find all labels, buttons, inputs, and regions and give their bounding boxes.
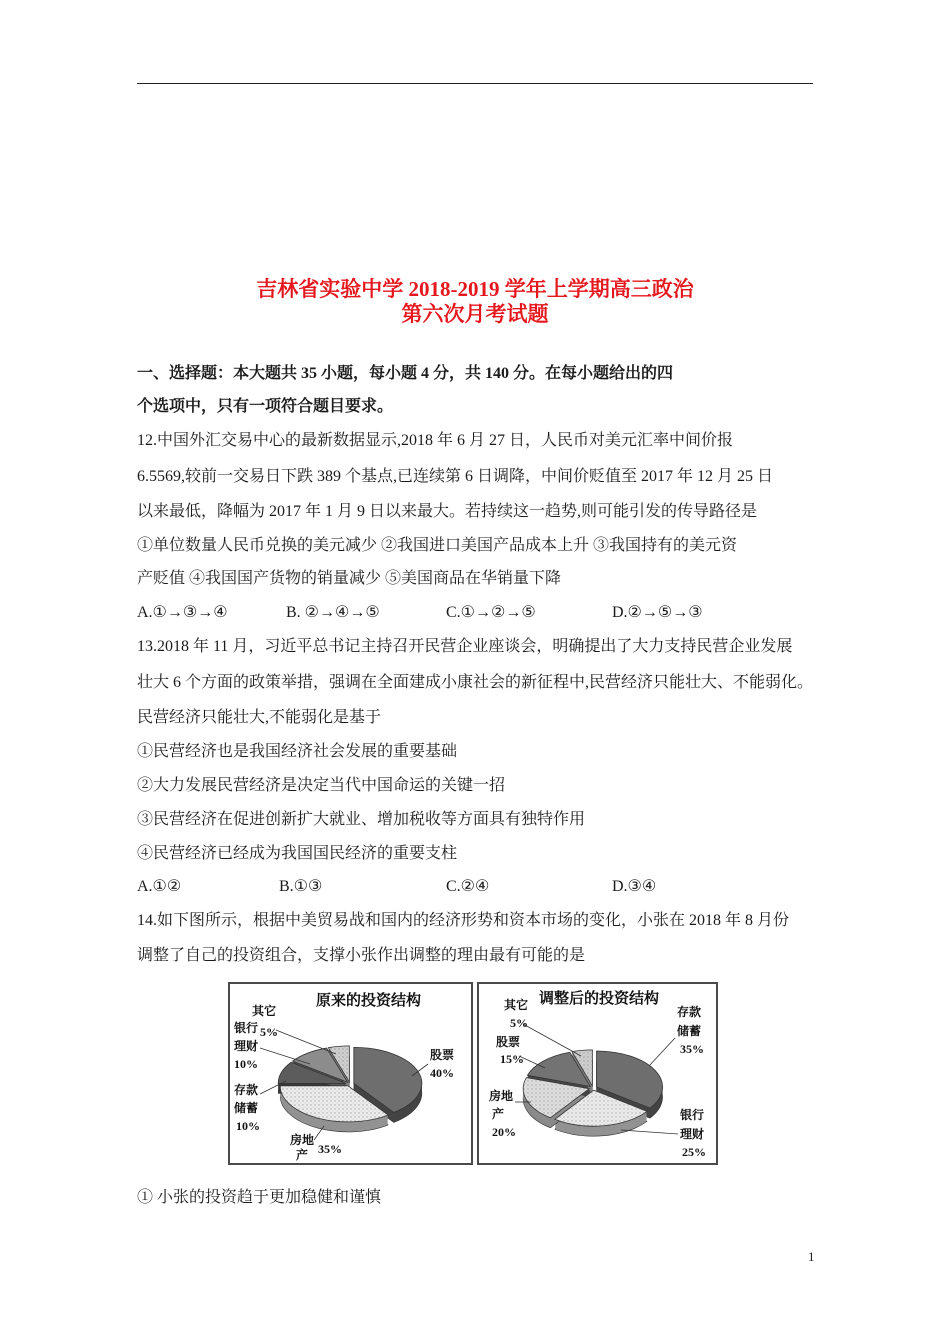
slice-value-label: 10% [234, 1057, 258, 1071]
slice-label: 理财 [680, 1127, 705, 1141]
slice-value-label: 20% [492, 1125, 516, 1139]
slice-value-label: 35% [680, 1042, 704, 1056]
slice-label: 其它 [252, 1004, 277, 1018]
pie-title: 原来的投资结构 [316, 993, 422, 1009]
q12-option-c: C.①→②→⑤ [446, 604, 536, 621]
slice-label: 存款 [677, 1005, 702, 1019]
section-heading-line2: 个选项中，只有一项符合题目要求。 [137, 398, 394, 415]
slice-label: 产 [296, 1148, 309, 1162]
pie-layer [523, 1050, 662, 1136]
page-number: 1 [808, 1249, 815, 1264]
leader-line [523, 1024, 581, 1056]
q12-stem-line: 产贬值 ④我国国产货物的销量减少 ⑤美国商品在华销量下降 [137, 570, 562, 587]
pie-panel-adjusted [477, 982, 718, 1165]
q13-option-b: B.①③ [279, 878, 323, 895]
slice-label: 银行 [680, 1108, 705, 1122]
q13-choice: ③民营经济在促进创新扩大就业、增加税收等方面具有独特作用 [137, 811, 586, 828]
slice-value-label: 35% [318, 1142, 342, 1156]
pie-title: 调整后的投资结构 [539, 991, 660, 1007]
page-title-line2: 第六次月考试题 [401, 302, 549, 326]
q14-stem-line: 调整了自己的投资组合，支撑小张作出调整的理由最有可能的是 [137, 947, 586, 964]
slice-value-label: 5% [510, 1016, 528, 1030]
slice-value-label: 5% [260, 1025, 278, 1039]
q14-stem-line: 14.如下图所示，根据中美贸易战和国内的经济形势和资本市场的变化，小张在 2018 年 8 月份 [137, 912, 790, 929]
header-rule [137, 83, 813, 84]
slice-label: 股票 [430, 1048, 455, 1062]
q13-choice: ②大力发展民营经济是决定当代中国命运的关键一招 [137, 777, 506, 794]
pie-panel-original [228, 982, 473, 1165]
slice-label: 储蓄 [234, 1101, 259, 1115]
page-title-line1: 吉林省实验中学 2018-2019 学年上学期高三政治 [256, 277, 694, 301]
q13-option-c: C.②④ [446, 878, 490, 895]
slice-value-label: 15% [500, 1052, 524, 1066]
slice-label: 理财 [234, 1039, 259, 1053]
q12-stem-line: 12.中国外汇交易中心的最新数据显示,2018 年 6 月 27 日，人民币对美元汇率中间价报 [137, 432, 734, 449]
slice-label: 股票 [496, 1035, 521, 1049]
slice-value-label: 40% [430, 1066, 454, 1080]
slice-label: 存款 [234, 1083, 259, 1097]
q12-stem-line: ①单位数量人民币兑换的美元减少 ②我国进口美国产品成本上升 ③我国持有的美元资 [137, 537, 738, 554]
slice-label: 银行 [234, 1021, 259, 1035]
q13-option-a: A.①② [137, 878, 182, 895]
slice-value-label: 10% [236, 1119, 260, 1133]
leader-line [276, 1030, 336, 1054]
q13-stem-line: 壮大 6 个方面的政策举措，强调在全面建成小康社会的新征程中,民营经济只能壮大、不能弱化。 [137, 674, 814, 691]
slice-label: 储蓄 [677, 1024, 702, 1038]
q13-option-d: D.③④ [612, 878, 657, 895]
q12-stem-line: 6.5569,较前一交易日下跌 389 个基点,已连续第 6 日调降，中间价贬值至 2017 年 12 月 25 日 [137, 468, 774, 485]
q13-choice: ①民营经济也是我国经济社会发展的重要基础 [137, 743, 458, 760]
q13-choice: ④民营经济已经成为我国国民经济的重要支柱 [137, 845, 458, 862]
slice-label: 房地 [489, 1089, 514, 1103]
section-heading-line1: 一、选择题：本大题共 35 小题，每小题 4 分，共 140 分。在每小题给出的四 [137, 365, 674, 382]
q14-choice: ① 小张的投资趋于更加稳健和谨慎 [137, 1189, 382, 1206]
q13-stem-line: 13.2018 年 11 月，习近平总书记主持召开民营企业座谈会，明确提出了大力支持民营企业发展 [137, 638, 793, 655]
slice-label: 产 [492, 1107, 505, 1121]
slice-value-label: 25% [682, 1145, 706, 1159]
leader-line [649, 1038, 675, 1066]
q13-stem-line: 民营经济只能壮大,不能弱化是基于 [137, 709, 382, 726]
pie-layer [278, 1046, 422, 1132]
slice-label: 其它 [504, 998, 529, 1012]
q12-stem-line: 以来最低，降幅为 2017 年 1 月 9 日以来最大。若持续这一趋势,则可能引发的传导路径是 [137, 503, 758, 520]
leader-line [621, 1130, 678, 1134]
slice-label: 房地 [290, 1133, 315, 1147]
q12-option-a: A.①→③→④ [137, 604, 228, 621]
q12-option-b: B. ②→④→⑤ [286, 604, 380, 621]
q12-option-d: D.②→⑤→③ [612, 604, 703, 621]
